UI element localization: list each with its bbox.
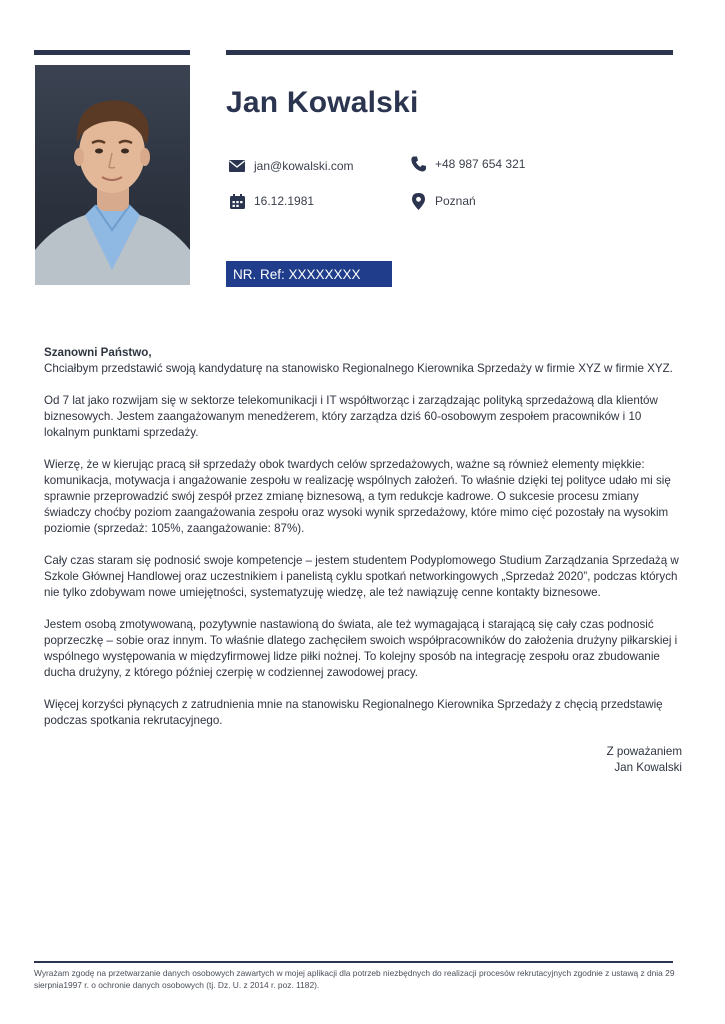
signature-name: Jan Kowalski xyxy=(614,761,682,774)
envelope-icon xyxy=(228,157,246,175)
email-text: jan@kowalski.com xyxy=(254,159,354,173)
phone-icon xyxy=(409,155,427,173)
top-accent-bar-right xyxy=(226,50,673,55)
paragraph-management: Wierzę, że w kierując pracą sił sprzedaży obok twardych celów sprzedażowych, ważne są również elementy miękkie: komunikacja, motywacja i angażowanie zespołu w realizację wspólnych założeń. To właśnie dzięki tej polityce udało mi się sprawnie przeprowadzić swój zespół przez zmianę biznesową, a tym redukcje kadrowe. O sukcesie procesu zmiany świadczy choćby poziom zaangażowania zespołu oraz wysoki wynik sprzedażowy, które mimo cięć pozostały na wysokim poziomie (sprzedaż: 105%, zaangażowanie: 87%). xyxy=(44,458,671,535)
top-accent-bar-left xyxy=(34,50,190,55)
contact-city xyxy=(409,192,476,210)
gdpr-consent-clause: Wyrażam zgodę na przetwarzanie danych osobowych zawartych w mojej aplikacji dla potrzeb niezbędnych do realizacji procesów rekrutacyjnych zgodnie z ustawą z dnia 29 sierpnia1997 r. o ochronie danych osobowych (tj. Dz. U. z 2014 r. poz. 1182). xyxy=(34,968,675,990)
reference-number: NR. Ref: XXXXXXXX xyxy=(226,261,392,287)
contact-birth-date xyxy=(228,192,314,210)
contact-email xyxy=(228,157,354,175)
paragraph-development: Cały czas staram się podnosić swoje kompetencje – jestem studentem Podyplomowego Studium Zarządzania Sprzedażą w Szkole Głównej Handlowej oraz uczestnikiem i panelistą cyklu spotkań networkingowych „Sprzedaż 2020”, podczas których nie tylko zdobywam nowe umiejętności, systematyzuję wiedzę, ale też nawiązuję cenne kontakty biznesowe. xyxy=(44,554,679,599)
calendar-icon xyxy=(228,192,246,210)
phone-text: +48 987 654 321 xyxy=(435,157,526,171)
paragraph-personality: Jestem osobą zmotywowaną, pozytywnie nastawioną do świata, ale też wymagającą i starającą się cały czas podnosić poprzeczkę – sobie oraz innym. To właśnie dlatego zachęciłem swoich współpracowników do założenia drużyny piłkarskiej i wspólnego występowania w międzyfirmowej lidze piłki nożnej. To kolejny sposób na integrację zespołu oraz zbudowanie ducha drużyny, z którego później czerpię w codziennej zawodowej pracy. xyxy=(44,618,678,679)
greeting: Szanowni Państwo, xyxy=(44,346,152,359)
paragraph-experience: Od 7 lat jako rozwijam się w sektorze telekomunikacji i IT współtworząc i zarządzając polityką sprzedażową dla klientów biznesowych. Jestem zaangażowanym menedżerem, który zarządza dziś 60-osobowym zespołem pracowników i 10 lokalnym punktami sprzedaży. xyxy=(44,394,658,439)
closing-block xyxy=(607,744,682,776)
closing-phrase: Z poważaniem xyxy=(606,745,682,758)
footer-divider xyxy=(34,961,673,963)
letter-body xyxy=(44,345,684,745)
map-pin-icon xyxy=(409,192,427,210)
candidate-name: Jan Kowalski xyxy=(226,86,419,119)
intro-text: Chciałbym przedstawić swoją kandydaturę na stanowisko Regionalnego Kierownika Sprzedaży w firmie XYZ w firmie XYZ. xyxy=(44,362,673,375)
birth-date-text: 16.12.1981 xyxy=(254,194,315,208)
paragraph-summary: Więcej korzyści płynących z zatrudnienia mnie na stanowisku Regionalnego Kierownika Sprzedaży z chęcią przedstawię podczas spotkania rekrutacyjnego. xyxy=(44,698,663,727)
profile-photo xyxy=(35,65,190,285)
city-text: Poznań xyxy=(435,194,476,208)
letter-opening xyxy=(44,345,684,377)
contact-phone xyxy=(409,155,525,173)
